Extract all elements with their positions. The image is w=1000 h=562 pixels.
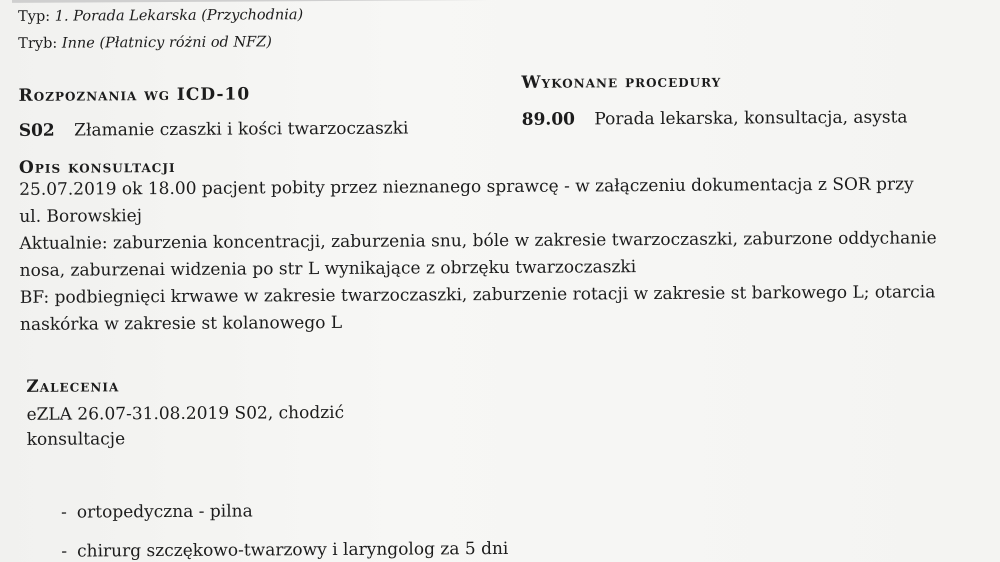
procedure-row bbox=[522, 107, 908, 129]
consultation-line: BF: podbiegnięci krwawe w zakresie twarzoczaszki, zaburzenie rotacji w zakresie st barkowego L; otarcia bbox=[19, 282, 936, 308]
visit-type bbox=[18, 7, 303, 25]
cut-off-header-line bbox=[12, 0, 532, 3]
diagnoses-heading: Rozpoznania wg ICD-10 bbox=[18, 84, 251, 106]
consultation-line: nosa, zaburzenai widzenia po str L wynikające z obrzęku twarzoczaszki bbox=[19, 257, 637, 281]
consultation-line: 25.07.2019 ok 18.00 pacjent pobity przez nieznanego sprawcę - w załączeniu dokumentacja z SOR przy bbox=[19, 174, 914, 200]
list-item-text: ortopedyczna - pilna bbox=[76, 501, 253, 523]
recommendation-line: eZLA 26.07-31.08.2019 S02, chodzić bbox=[26, 402, 345, 425]
tryb-value: Inne (Płatnicy różni od NFZ) bbox=[61, 34, 272, 52]
bullet-dash: - bbox=[61, 541, 68, 562]
typ-label: Typ: bbox=[18, 8, 51, 25]
recommendations-text bbox=[26, 401, 344, 453]
procedure-text: Porada lekarska, konsultacja, asysta bbox=[594, 107, 908, 130]
diagnosis-text: Złamanie czaszki i kości twarzoczaszki bbox=[74, 118, 409, 141]
tryb-label: Tryb: bbox=[18, 35, 58, 52]
recommendations-heading: Zalecenia bbox=[26, 376, 120, 397]
consultation-line: ul. Borowskiej bbox=[19, 206, 143, 227]
list-item bbox=[61, 539, 508, 562]
consultation-heading: Opis konsultacji bbox=[18, 156, 176, 178]
list-item bbox=[61, 501, 253, 522]
bullet-dash: - bbox=[61, 502, 67, 523]
visit-mode bbox=[18, 34, 272, 52]
consultation-line: naskórka w zakresie st kolanowego L bbox=[19, 312, 343, 335]
diagnosis-row bbox=[19, 119, 409, 141]
consultation-line: Aktualnie: zaburzenia koncentracji, zaburzenia snu, bóle w zakresie twarzoczaszki, zaburzone oddychanie bbox=[19, 228, 937, 254]
list-item-text: chirurg szczękowo-twarzowy i laryngolog za 5 dni bbox=[77, 538, 509, 562]
procedure-code: 89.00 bbox=[521, 109, 576, 130]
procedures-heading: Wykonane procedury bbox=[521, 71, 722, 93]
diagnosis-code: S02 bbox=[18, 120, 55, 141]
consultation-text bbox=[19, 171, 1000, 339]
recommendation-line: konsultacje bbox=[26, 429, 126, 450]
typ-value: 1. Porada Lekarska (Przychodnia) bbox=[54, 7, 304, 25]
